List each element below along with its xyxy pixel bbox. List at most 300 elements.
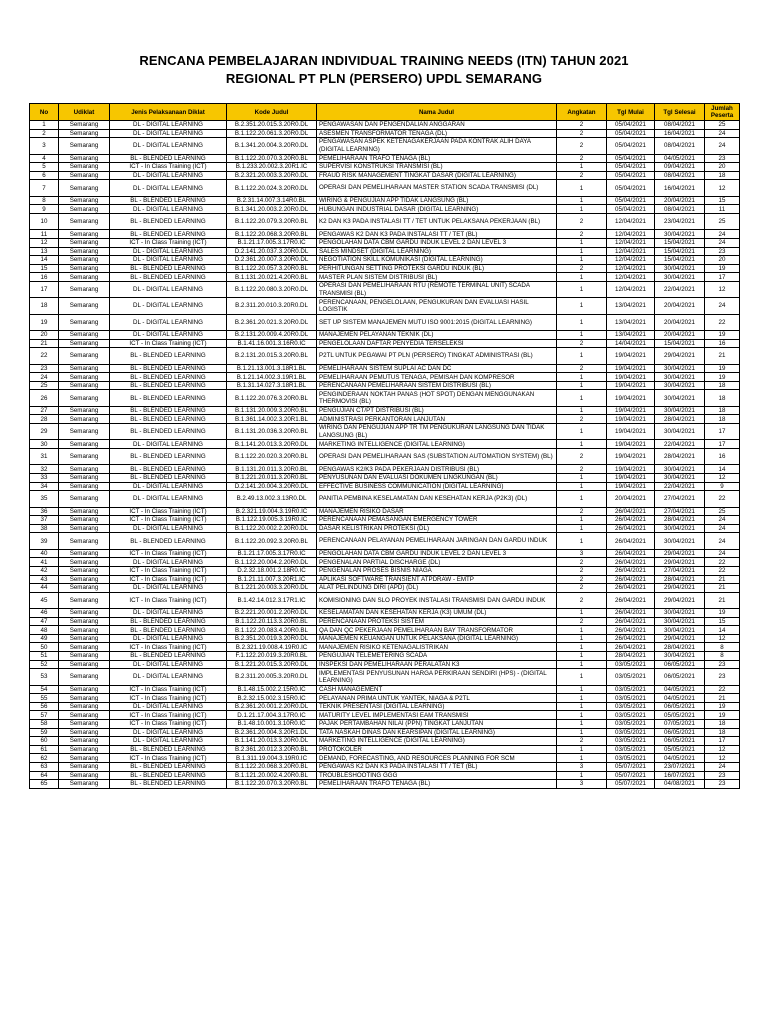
table-row bbox=[30, 163, 740, 172]
cell-jenis: DL - DIGITAL LEARNING bbox=[110, 702, 227, 711]
cell-tgl-selesai: 28/04/2021 bbox=[655, 415, 705, 424]
cell-jenis: ICT - In Class Training (ICT) bbox=[110, 549, 227, 558]
cell-tgl-selesai: 28/04/2021 bbox=[655, 448, 705, 464]
cell-kode: B.1.21.11.007.3.20R1.IC bbox=[227, 575, 317, 584]
cell-no: 11 bbox=[30, 230, 59, 239]
cell-no: 61 bbox=[30, 745, 59, 754]
table-row bbox=[30, 230, 740, 239]
cell-tgl-selesai: 30/04/2021 bbox=[655, 273, 705, 282]
cell-no: 19 bbox=[30, 314, 59, 330]
cell-angkatan: 2 bbox=[557, 415, 607, 424]
cell-jumlah: 23 bbox=[705, 669, 740, 685]
cell-jumlah: 22 bbox=[705, 685, 740, 694]
cell-jumlah: 23 bbox=[705, 154, 740, 163]
cell-tgl-selesai: 06/05/2021 bbox=[655, 737, 705, 746]
cell-tgl-mulai: 26/04/2021 bbox=[607, 533, 655, 549]
cell-kode: B.1.122.20.002.2.20R0.DL bbox=[227, 524, 317, 533]
cell-jumlah: 16 bbox=[705, 448, 740, 464]
cell-udiklat: Semarang bbox=[59, 264, 110, 273]
cell-nama: TATA NASKAH DINAS DAN KEARSIPAN (DIGITAL LEARNING) bbox=[317, 728, 557, 737]
cell-nama: KESELAMATAN DAN KESEHATAN KERJA (K3) UMUM (DL) bbox=[317, 609, 557, 618]
cell-kode: B.1.121.20.002.4.20R0.BL bbox=[227, 771, 317, 780]
cell-no: 9 bbox=[30, 205, 59, 214]
cell-no: 26 bbox=[30, 390, 59, 406]
cell-kode: B.2.131.20.009.4.20R0.DL bbox=[227, 331, 317, 340]
cell-tgl-mulai: 05/07/2021 bbox=[607, 771, 655, 780]
cell-jenis: DL - DIGITAL LEARNING bbox=[110, 669, 227, 685]
table-row bbox=[30, 516, 740, 525]
cell-tgl-mulai: 03/05/2021 bbox=[607, 754, 655, 763]
cell-tgl-mulai: 12/04/2021 bbox=[607, 264, 655, 273]
cell-nama: PENGAWAS K2/K3 PADA PEKERJAAN DISTRIBUSI (BL) bbox=[317, 465, 557, 474]
cell-tgl-selesai: 30/04/2021 bbox=[655, 533, 705, 549]
cell-udiklat: Semarang bbox=[59, 281, 110, 297]
table-row bbox=[30, 584, 740, 593]
cell-no: 62 bbox=[30, 754, 59, 763]
cell-jenis: DL - DIGITAL LEARNING bbox=[110, 482, 227, 491]
cell-angkatan: 3 bbox=[557, 762, 607, 771]
table-row bbox=[30, 281, 740, 297]
cell-jumlah: 19 bbox=[705, 711, 740, 720]
cell-angkatan: 1 bbox=[557, 711, 607, 720]
cell-nama: MANAJEMEN KEUANGAN UNTUK PELAKSANA (DIGITAL LEARNING) bbox=[317, 634, 557, 643]
cell-tgl-mulai: 14/04/2021 bbox=[607, 339, 655, 348]
cell-jumlah: 23 bbox=[705, 247, 740, 256]
cell-tgl-selesai: 29/04/2021 bbox=[655, 592, 705, 608]
cell-tgl-mulai: 03/05/2021 bbox=[607, 685, 655, 694]
cell-tgl-selesai: 30/04/2021 bbox=[655, 264, 705, 273]
cell-jenis: BL - BLENDED LEARNING bbox=[110, 196, 227, 205]
cell-nama: ADMINISTRASI PERKANTORAN LANJUTAN bbox=[317, 415, 557, 424]
table-row bbox=[30, 256, 740, 265]
cell-jenis: DL - DIGITAL LEARNING bbox=[110, 440, 227, 449]
cell-tgl-selesai: 23/07/2021 bbox=[655, 762, 705, 771]
cell-kode: B.1.122.20.068.3.20R0.BL bbox=[227, 230, 317, 239]
cell-jumlah: 18 bbox=[705, 381, 740, 390]
cell-kode: B.1.41.16.001.3.16R0.IC bbox=[227, 339, 317, 348]
cell-kode: B.1.221.20.015.3.20R0.DL bbox=[227, 660, 317, 669]
cell-nama: QA DAN QC PEKERJAAN PEMELIHARAAN BAY TRANSFORMATOR bbox=[317, 626, 557, 635]
cell-angkatan: 1 bbox=[557, 440, 607, 449]
cell-jumlah: 24 bbox=[705, 762, 740, 771]
column-header-angkatan: Angkatan bbox=[557, 104, 607, 121]
cell-jenis: BL - BLENDED LEARNING bbox=[110, 364, 227, 373]
cell-udiklat: Semarang bbox=[59, 138, 110, 154]
cell-kode: B.1.131.20.021.4.20R0.BL bbox=[227, 273, 317, 282]
cell-tgl-mulai: 05/04/2021 bbox=[607, 196, 655, 205]
cell-no: 41 bbox=[30, 558, 59, 567]
cell-tgl-mulai: 05/07/2021 bbox=[607, 762, 655, 771]
cell-tgl-selesai: 30/04/2021 bbox=[655, 465, 705, 474]
cell-nama: PENGENALAN PARTIAL DISCHARGE (DL) bbox=[317, 558, 557, 567]
cell-tgl-selesai: 30/04/2021 bbox=[655, 381, 705, 390]
cell-nama: WIRING DAN PENGUJIAN APP TR TM PENGUKURAN LANGSUNG DAN TIDAK LANGSUNG (BL) bbox=[317, 424, 557, 440]
cell-nama: MARKETING INTELLIGENCE (DIGITAL LEARNING) bbox=[317, 737, 557, 746]
table-row bbox=[30, 634, 740, 643]
column-header-tgl-selesai: Tgl Selesai bbox=[655, 104, 705, 121]
table-row bbox=[30, 566, 740, 575]
cell-kode: B.1.48.10.001.3.10R0.IC bbox=[227, 720, 317, 729]
cell-jumlah: 19 bbox=[705, 373, 740, 382]
table-row bbox=[30, 626, 740, 635]
cell-kode: B.1.131.20.036.3.20R0.BL bbox=[227, 424, 317, 440]
cell-jenis: ICT - In Class Training (ICT) bbox=[110, 163, 227, 172]
cell-no: 33 bbox=[30, 473, 59, 482]
cell-no: 45 bbox=[30, 592, 59, 608]
cell-angkatan: 2 bbox=[557, 737, 607, 746]
cell-kode: B.1.361.14.002.3.20R1.BL bbox=[227, 415, 317, 424]
cell-jenis: ICT - In Class Training (ICT) bbox=[110, 711, 227, 720]
cell-jenis: DL - DIGITAL LEARNING bbox=[110, 609, 227, 618]
cell-no: 50 bbox=[30, 643, 59, 652]
cell-angkatan: 1 bbox=[557, 754, 607, 763]
table-row bbox=[30, 373, 740, 382]
cell-no: 34 bbox=[30, 482, 59, 491]
cell-jenis: DL - DIGITAL LEARNING bbox=[110, 558, 227, 567]
cell-angkatan: 1 bbox=[557, 533, 607, 549]
cell-nama: MATURITY LEVEL IMPLEMENTASI EAM TRANSMISI bbox=[317, 711, 557, 720]
cell-nama: MARKETING INTELLIGENCE (DIGITAL LEARNING) bbox=[317, 440, 557, 449]
cell-tgl-selesai: 08/04/2021 bbox=[655, 121, 705, 130]
table-row bbox=[30, 154, 740, 163]
cell-udiklat: Semarang bbox=[59, 163, 110, 172]
cell-jumlah: 11 bbox=[705, 205, 740, 214]
cell-tgl-selesai: 30/04/2021 bbox=[655, 406, 705, 415]
cell-angkatan: 1 bbox=[557, 180, 607, 196]
cell-angkatan: 1 bbox=[557, 634, 607, 643]
cell-kode: B.1.221.20.011.3.20R0.BL bbox=[227, 473, 317, 482]
table-row bbox=[30, 390, 740, 406]
cell-tgl-selesai: 30/04/2021 bbox=[655, 473, 705, 482]
table-row bbox=[30, 660, 740, 669]
cell-nama: PERENCANAAN PROTEKSI SISTEM bbox=[317, 617, 557, 626]
cell-kode: B.1.21.14.002.3.19R1.BL bbox=[227, 373, 317, 382]
cell-jenis: BL - BLENDED LEARNING bbox=[110, 348, 227, 364]
cell-tgl-mulai: 03/05/2021 bbox=[607, 702, 655, 711]
cell-tgl-selesai: 30/04/2021 bbox=[655, 230, 705, 239]
cell-udiklat: Semarang bbox=[59, 121, 110, 130]
table-row bbox=[30, 524, 740, 533]
cell-nama: EFFECTIVE BUSINESS COMMUNICATION (DIGITAL LEARNING) bbox=[317, 482, 557, 491]
cell-jenis: DL - DIGITAL LEARNING bbox=[110, 256, 227, 265]
cell-tgl-mulai: 19/04/2021 bbox=[607, 381, 655, 390]
cell-angkatan: 1 bbox=[557, 728, 607, 737]
cell-tgl-mulai: 26/04/2021 bbox=[607, 617, 655, 626]
cell-jumlah: 12 bbox=[705, 281, 740, 297]
cell-jumlah: 9 bbox=[705, 482, 740, 491]
cell-udiklat: Semarang bbox=[59, 694, 110, 703]
cell-kode: B.2.361.20.012.3.20R0.BL bbox=[227, 745, 317, 754]
cell-tgl-mulai: 19/04/2021 bbox=[607, 465, 655, 474]
table-row bbox=[30, 314, 740, 330]
cell-jumlah: 25 bbox=[705, 121, 740, 130]
cell-tgl-mulai: 19/04/2021 bbox=[607, 364, 655, 373]
cell-no: 48 bbox=[30, 626, 59, 635]
cell-tgl-selesai: 28/04/2021 bbox=[655, 575, 705, 584]
cell-no: 65 bbox=[30, 780, 59, 789]
cell-angkatan: 2 bbox=[557, 448, 607, 464]
cell-kode: D.2.141.20.037.3.20R0.DL bbox=[227, 247, 317, 256]
cell-nama: SUPERVISI KONSTRUKSI TRANSMISI (BL) bbox=[317, 163, 557, 172]
cell-udiklat: Semarang bbox=[59, 213, 110, 229]
table-row bbox=[30, 617, 740, 626]
cell-tgl-selesai: 20/04/2021 bbox=[655, 196, 705, 205]
cell-no: 53 bbox=[30, 669, 59, 685]
cell-nama: PENGAWASAN ASPEK KETENAGAKERJAAN PADA KONTRAK ALIH DAYA (DIGITAL LEARNING) bbox=[317, 138, 557, 154]
cell-angkatan: 3 bbox=[557, 780, 607, 789]
cell-jumlah: 24 bbox=[705, 138, 740, 154]
cell-udiklat: Semarang bbox=[59, 549, 110, 558]
cell-jenis: DL - DIGITAL LEARNING bbox=[110, 247, 227, 256]
cell-udiklat: Semarang bbox=[59, 196, 110, 205]
cell-no: 20 bbox=[30, 331, 59, 340]
cell-angkatan: 2 bbox=[557, 507, 607, 516]
cell-jenis: BL - BLENDED LEARNING bbox=[110, 780, 227, 789]
cell-tgl-selesai: 06/05/2021 bbox=[655, 669, 705, 685]
cell-no: 30 bbox=[30, 440, 59, 449]
cell-tgl-mulai: 19/04/2021 bbox=[607, 390, 655, 406]
table-row bbox=[30, 298, 740, 314]
cell-tgl-selesai: 27/04/2021 bbox=[655, 566, 705, 575]
table-row bbox=[30, 491, 740, 507]
cell-jenis: ICT - In Class Training (ICT) bbox=[110, 507, 227, 516]
cell-kode: B.1.141.20.013.3.20R0.DL bbox=[227, 737, 317, 746]
cell-nama: MANAJEMEN RISIKO DASAR bbox=[317, 507, 557, 516]
cell-udiklat: Semarang bbox=[59, 507, 110, 516]
cell-no: 57 bbox=[30, 711, 59, 720]
cell-jumlah: 14 bbox=[705, 465, 740, 474]
cell-tgl-selesai: 20/04/2021 bbox=[655, 298, 705, 314]
cell-jenis: BL - BLENDED LEARNING bbox=[110, 424, 227, 440]
cell-tgl-mulai: 19/04/2021 bbox=[607, 415, 655, 424]
cell-tgl-mulai: 13/04/2021 bbox=[607, 314, 655, 330]
cell-udiklat: Semarang bbox=[59, 406, 110, 415]
cell-kode: B.2.49.13.002.3.13R0.DL bbox=[227, 491, 317, 507]
cell-jumlah: 22 bbox=[705, 491, 740, 507]
table-row bbox=[30, 533, 740, 549]
cell-tgl-selesai: 29/04/2021 bbox=[655, 348, 705, 364]
cell-no: 27 bbox=[30, 406, 59, 415]
cell-angkatan: 2 bbox=[557, 364, 607, 373]
cell-jenis: BL - BLENDED LEARNING bbox=[110, 465, 227, 474]
cell-jumlah: 22 bbox=[705, 314, 740, 330]
cell-jenis: DL - DIGITAL LEARNING bbox=[110, 205, 227, 214]
cell-udiklat: Semarang bbox=[59, 373, 110, 382]
cell-jenis: DL - DIGITAL LEARNING bbox=[110, 129, 227, 138]
cell-kode: B.1.21.13.001.3.18R1.BL bbox=[227, 364, 317, 373]
cell-nama: DASAR KELISTRIKAN PROTEKSI (DL) bbox=[317, 524, 557, 533]
cell-tgl-selesai: 30/04/2021 bbox=[655, 390, 705, 406]
cell-jenis: DL - DIGITAL LEARNING bbox=[110, 737, 227, 746]
cell-jumlah: 24 bbox=[705, 524, 740, 533]
cell-udiklat: Semarang bbox=[59, 720, 110, 729]
cell-jumlah: 12 bbox=[705, 754, 740, 763]
cell-nama: PERHITUNGAN SETTING PROTEKSI GARDU INDUK (BL) bbox=[317, 264, 557, 273]
cell-tgl-selesai: 29/04/2021 bbox=[655, 549, 705, 558]
cell-tgl-mulai: 13/04/2021 bbox=[607, 298, 655, 314]
cell-nama: PENGINDERAAN NOKTAH PANAS (HOT SPOT) DENGAN MENGGUNAKAN THERMOVISI (BL) bbox=[317, 390, 557, 406]
cell-udiklat: Semarang bbox=[59, 331, 110, 340]
cell-nama: IMPLEMENTASI PENYUSUNAN HARGA PERKIRAAN SENDIRI (HPS) - (DIGITAL LEARNING) bbox=[317, 669, 557, 685]
cell-no: 23 bbox=[30, 364, 59, 373]
cell-tgl-mulai: 03/05/2021 bbox=[607, 711, 655, 720]
cell-kode: B.2.321.19.004.3.19R0.IC bbox=[227, 507, 317, 516]
table-row bbox=[30, 264, 740, 273]
cell-jenis: ICT - In Class Training (ICT) bbox=[110, 720, 227, 729]
cell-tgl-selesai: 29/04/2021 bbox=[655, 584, 705, 593]
cell-kode: B.1.141.20.013.3.20R0.DL bbox=[227, 440, 317, 449]
cell-tgl-selesai: 04/08/2021 bbox=[655, 780, 705, 789]
cell-kode: B.1.122.20.061.3.20R0.DL bbox=[227, 129, 317, 138]
cell-angkatan: 2 bbox=[557, 339, 607, 348]
cell-jumlah: 19 bbox=[705, 364, 740, 373]
cell-jenis: BL - BLENDED LEARNING bbox=[110, 230, 227, 239]
cell-nama: PEMELIHARAAN PEMUTUS TENAGA, PEMISAH DAN KOMPRESOR bbox=[317, 373, 557, 382]
cell-no: 60 bbox=[30, 737, 59, 746]
cell-tgl-mulai: 26/04/2021 bbox=[607, 524, 655, 533]
cell-no: 58 bbox=[30, 720, 59, 729]
cell-udiklat: Semarang bbox=[59, 482, 110, 491]
cell-jumlah: 22 bbox=[705, 558, 740, 567]
cell-udiklat: Semarang bbox=[59, 298, 110, 314]
cell-tgl-selesai: 28/04/2021 bbox=[655, 516, 705, 525]
cell-udiklat: Semarang bbox=[59, 652, 110, 661]
cell-tgl-selesai: 05/05/2021 bbox=[655, 711, 705, 720]
cell-angkatan: 1 bbox=[557, 247, 607, 256]
cell-jumlah: 18 bbox=[705, 728, 740, 737]
table-row bbox=[30, 129, 740, 138]
table-row bbox=[30, 549, 740, 558]
cell-udiklat: Semarang bbox=[59, 424, 110, 440]
cell-jumlah: 15 bbox=[705, 617, 740, 626]
cell-nama: PENGAWASAN DAN PENGENDALIAN ANGGARAN bbox=[317, 121, 557, 130]
cell-jenis: ICT - In Class Training (ICT) bbox=[110, 516, 227, 525]
cell-udiklat: Semarang bbox=[59, 685, 110, 694]
cell-jumlah: 21 bbox=[705, 584, 740, 593]
table-row bbox=[30, 507, 740, 516]
cell-tgl-selesai: 04/05/2021 bbox=[655, 685, 705, 694]
cell-tgl-selesai: 15/04/2021 bbox=[655, 238, 705, 247]
cell-kode: B.2.311.20.010.3.20R0.DL bbox=[227, 298, 317, 314]
cell-jumlah: 18 bbox=[705, 390, 740, 406]
table-row bbox=[30, 592, 740, 608]
cell-jenis: BL - BLENDED LEARNING bbox=[110, 762, 227, 771]
cell-udiklat: Semarang bbox=[59, 762, 110, 771]
cell-no: 59 bbox=[30, 728, 59, 737]
cell-tgl-mulai: 05/04/2021 bbox=[607, 163, 655, 172]
cell-no: 18 bbox=[30, 298, 59, 314]
table-row bbox=[30, 331, 740, 340]
cell-angkatan: 1 bbox=[557, 205, 607, 214]
cell-tgl-selesai: 22/04/2021 bbox=[655, 440, 705, 449]
cell-kode: B.1.122.20.076.3.20R0.BL bbox=[227, 390, 317, 406]
cell-no: 40 bbox=[30, 549, 59, 558]
cell-jenis: DL - DIGITAL LEARNING bbox=[110, 728, 227, 737]
cell-kode: D.1.21.17.004.3.17R0.IC bbox=[227, 711, 317, 720]
cell-no: 3 bbox=[30, 138, 59, 154]
cell-nama: PENGELOLAAN DAFTAR PENYEDIA TERSELEKSI bbox=[317, 339, 557, 348]
cell-tgl-mulai: 19/04/2021 bbox=[607, 440, 655, 449]
cell-jumlah: 17 bbox=[705, 424, 740, 440]
table-row bbox=[30, 771, 740, 780]
cell-tgl-mulai: 26/04/2021 bbox=[607, 507, 655, 516]
cell-jumlah: 24 bbox=[705, 516, 740, 525]
cell-kode: B.1.42.14.012.3.17R1.IC bbox=[227, 592, 317, 608]
cell-no: 14 bbox=[30, 256, 59, 265]
cell-no: 32 bbox=[30, 465, 59, 474]
cell-tgl-mulai: 19/04/2021 bbox=[607, 473, 655, 482]
table-row bbox=[30, 711, 740, 720]
cell-jumlah: 19 bbox=[705, 702, 740, 711]
table-row bbox=[30, 171, 740, 180]
cell-jenis: BL - BLENDED LEARNING bbox=[110, 390, 227, 406]
cell-kode: B.1.122.20.079.3.20R0.BL bbox=[227, 213, 317, 229]
cell-jenis: BL - BLENDED LEARNING bbox=[110, 406, 227, 415]
cell-no: 31 bbox=[30, 448, 59, 464]
cell-udiklat: Semarang bbox=[59, 728, 110, 737]
cell-nama: ASESMEN TRANSFORMATOR TENAGA (DL) bbox=[317, 129, 557, 138]
cell-tgl-selesai: 20/04/2021 bbox=[655, 331, 705, 340]
cell-udiklat: Semarang bbox=[59, 609, 110, 618]
cell-tgl-selesai: 29/04/2021 bbox=[655, 634, 705, 643]
table-row bbox=[30, 213, 740, 229]
cell-jenis: DL - DIGITAL LEARNING bbox=[110, 491, 227, 507]
cell-nama: PENGUJIAN CT/PT DISTRIBUSI (BL) bbox=[317, 406, 557, 415]
cell-tgl-mulai: 03/05/2021 bbox=[607, 745, 655, 754]
cell-jumlah: 23 bbox=[705, 780, 740, 789]
cell-tgl-selesai: 08/04/2021 bbox=[655, 138, 705, 154]
cell-udiklat: Semarang bbox=[59, 491, 110, 507]
cell-no: 10 bbox=[30, 213, 59, 229]
cell-angkatan: 1 bbox=[557, 652, 607, 661]
cell-tgl-selesai: 15/04/2021 bbox=[655, 339, 705, 348]
cell-angkatan: 1 bbox=[557, 491, 607, 507]
cell-kode: B.1.122.20.024.3.20R0.DL bbox=[227, 180, 317, 196]
cell-tgl-selesai: 04/05/2021 bbox=[655, 694, 705, 703]
cell-jumlah: 19 bbox=[705, 609, 740, 618]
table-row bbox=[30, 406, 740, 415]
document-subtitle: REGIONAL PT PLN (PERSERO) UPDL SEMARANG bbox=[225, 71, 543, 86]
cell-tgl-mulai: 26/04/2021 bbox=[607, 592, 655, 608]
cell-no: 28 bbox=[30, 415, 59, 424]
cell-jumlah: 18 bbox=[705, 720, 740, 729]
cell-udiklat: Semarang bbox=[59, 129, 110, 138]
cell-udiklat: Semarang bbox=[59, 238, 110, 247]
cell-kode: B.2.32.15.002.3.15R0.IC bbox=[227, 694, 317, 703]
table-row bbox=[30, 609, 740, 618]
cell-jenis: BL - BLENDED LEARNING bbox=[110, 771, 227, 780]
cell-tgl-mulai: 26/04/2021 bbox=[607, 566, 655, 575]
cell-kode: B.1.122.19.005.3.19R0.IC bbox=[227, 516, 317, 525]
cell-kode: B.2.321.19.008.4.19R0.IC bbox=[227, 643, 317, 652]
cell-udiklat: Semarang bbox=[59, 440, 110, 449]
cell-kode: D.2.32.18.001.2.18R0.IC bbox=[227, 566, 317, 575]
cell-jenis: DL - DIGITAL LEARNING bbox=[110, 524, 227, 533]
cell-tgl-selesai: 30/04/2021 bbox=[655, 617, 705, 626]
cell-nama: APLIKASI SOFTWARE TRANSIENT ATPDRAW - EMTP bbox=[317, 575, 557, 584]
cell-kode: B.1.122.20.057.3.20R0.BL bbox=[227, 264, 317, 273]
cell-tgl-selesai: 15/04/2021 bbox=[655, 247, 705, 256]
table-row bbox=[30, 448, 740, 464]
cell-nama: PENGOLAHAN DATA CBM GARDU INDUK LEVEL 2 DAN LEVEL 3 bbox=[317, 549, 557, 558]
cell-nama: PEMELIHARAAN TRAFO TENAGA (BL) bbox=[317, 780, 557, 789]
cell-kode: B.1.221.20.003.3.20R0.DL bbox=[227, 584, 317, 593]
cell-kode: B.2.351.20.019.3.20R0.DL bbox=[227, 634, 317, 643]
cell-angkatan: 1 bbox=[557, 660, 607, 669]
cell-udiklat: Semarang bbox=[59, 448, 110, 464]
table-row bbox=[30, 745, 740, 754]
cell-angkatan: 2 bbox=[557, 465, 607, 474]
